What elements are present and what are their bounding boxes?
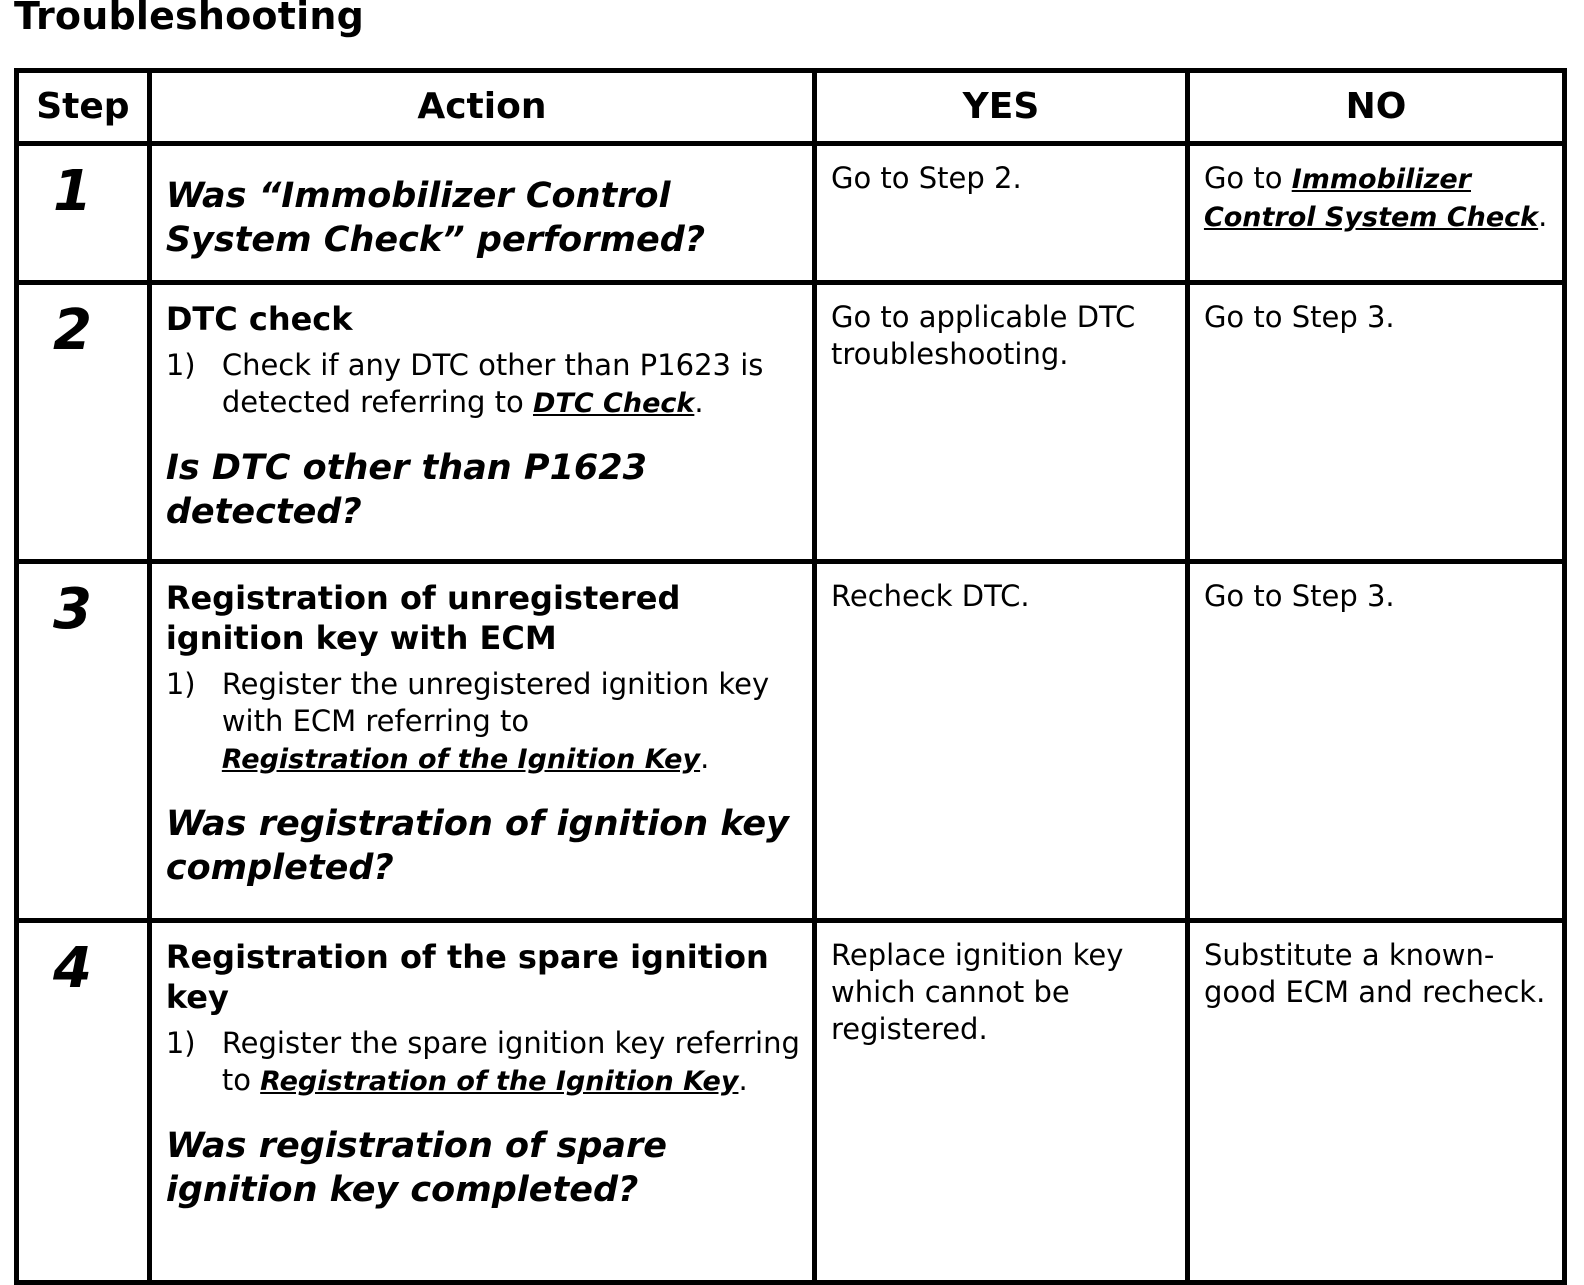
substep-number: 1) <box>165 348 196 383</box>
action-heading: Registration of unregistered ignition key with ECM <box>165 578 681 657</box>
action-heading: DTC check <box>165 300 353 339</box>
header-step: Step <box>17 71 150 144</box>
yes-cell <box>815 920 1188 1282</box>
table-row <box>17 283 1565 561</box>
no-cell <box>1187 283 1564 561</box>
step-number: 3 <box>53 576 92 642</box>
yes-cell <box>815 283 1188 561</box>
action-cell <box>149 561 814 920</box>
yes-cell <box>815 143 1188 283</box>
step-cell <box>17 920 150 1282</box>
no-suffix: . <box>1538 198 1548 233</box>
yes-text: Go to applicable DTC troubleshooting. <box>831 300 1136 372</box>
no-cell <box>1187 920 1564 1282</box>
step-number: 4 <box>53 935 92 1001</box>
table-row <box>17 143 1565 283</box>
table-row <box>17 920 1565 1282</box>
action-heading: Registration of the spare ignition key <box>165 937 769 1016</box>
action-substep <box>166 1025 800 1100</box>
no-text: Go to Step 3. <box>1203 300 1395 335</box>
immobilizer-check-link[interactable]: Immobilizer Control System Check <box>1203 163 1539 233</box>
yes-text: Go to Step 2. <box>831 160 1022 195</box>
troubleshooting-table <box>14 68 1567 1285</box>
step-cell <box>17 283 150 561</box>
header-no: NO <box>1187 71 1564 144</box>
action-cell <box>149 143 814 283</box>
registration-link[interactable]: Registration of the Ignition Key <box>260 1065 739 1097</box>
yes-text: Replace ignition key which cannot be registered. <box>831 937 1124 1046</box>
action-substep <box>166 666 800 778</box>
yes-text: Recheck DTC. <box>831 578 1030 613</box>
no-cell <box>1187 143 1564 283</box>
step-number: 1 <box>53 158 92 224</box>
substep-suffix: . <box>700 740 710 775</box>
yes-cell <box>815 561 1188 920</box>
question-text: Was registration of ignition key completed? <box>165 803 789 888</box>
page-title: Troubleshooting <box>14 0 364 38</box>
step-cell <box>17 561 150 920</box>
registration-link[interactable]: Registration of the Ignition Key <box>221 743 701 775</box>
substep-suffix: . <box>738 1062 748 1097</box>
step-number: 2 <box>53 298 92 364</box>
dtc-check-link[interactable]: DTC Check <box>532 388 695 420</box>
question-text: Was “Immobilizer Control System Check” performed? <box>165 175 706 260</box>
step-cell <box>17 143 150 283</box>
substep-text: Register the unregistered ignition key with ECM referring to <box>221 666 770 738</box>
no-text: Go to Step 3. <box>1203 578 1395 613</box>
action-substep <box>166 347 800 422</box>
header-yes: YES <box>815 71 1188 144</box>
substep-text: Register the spare ignition key referring to <box>221 1025 800 1097</box>
question-text: Was registration of spare ignition key completed? <box>165 1125 668 1210</box>
substep-number: 1) <box>165 666 196 701</box>
table-row <box>17 561 1565 920</box>
action-cell <box>149 283 814 561</box>
table-header-row <box>17 71 1565 144</box>
question-text: Is DTC other than P1623 detected? <box>165 448 647 533</box>
no-cell <box>1187 561 1564 920</box>
substep-number: 1) <box>165 1025 196 1060</box>
header-action: Action <box>149 71 814 144</box>
substep-suffix: . <box>694 385 704 420</box>
no-text: Go to <box>1203 160 1292 195</box>
no-text: Substitute a known-good ECM and recheck. <box>1203 937 1546 1009</box>
substep-text: Check if any DTC other than P1623 is detected referring to <box>221 348 764 420</box>
action-cell <box>149 920 814 1282</box>
